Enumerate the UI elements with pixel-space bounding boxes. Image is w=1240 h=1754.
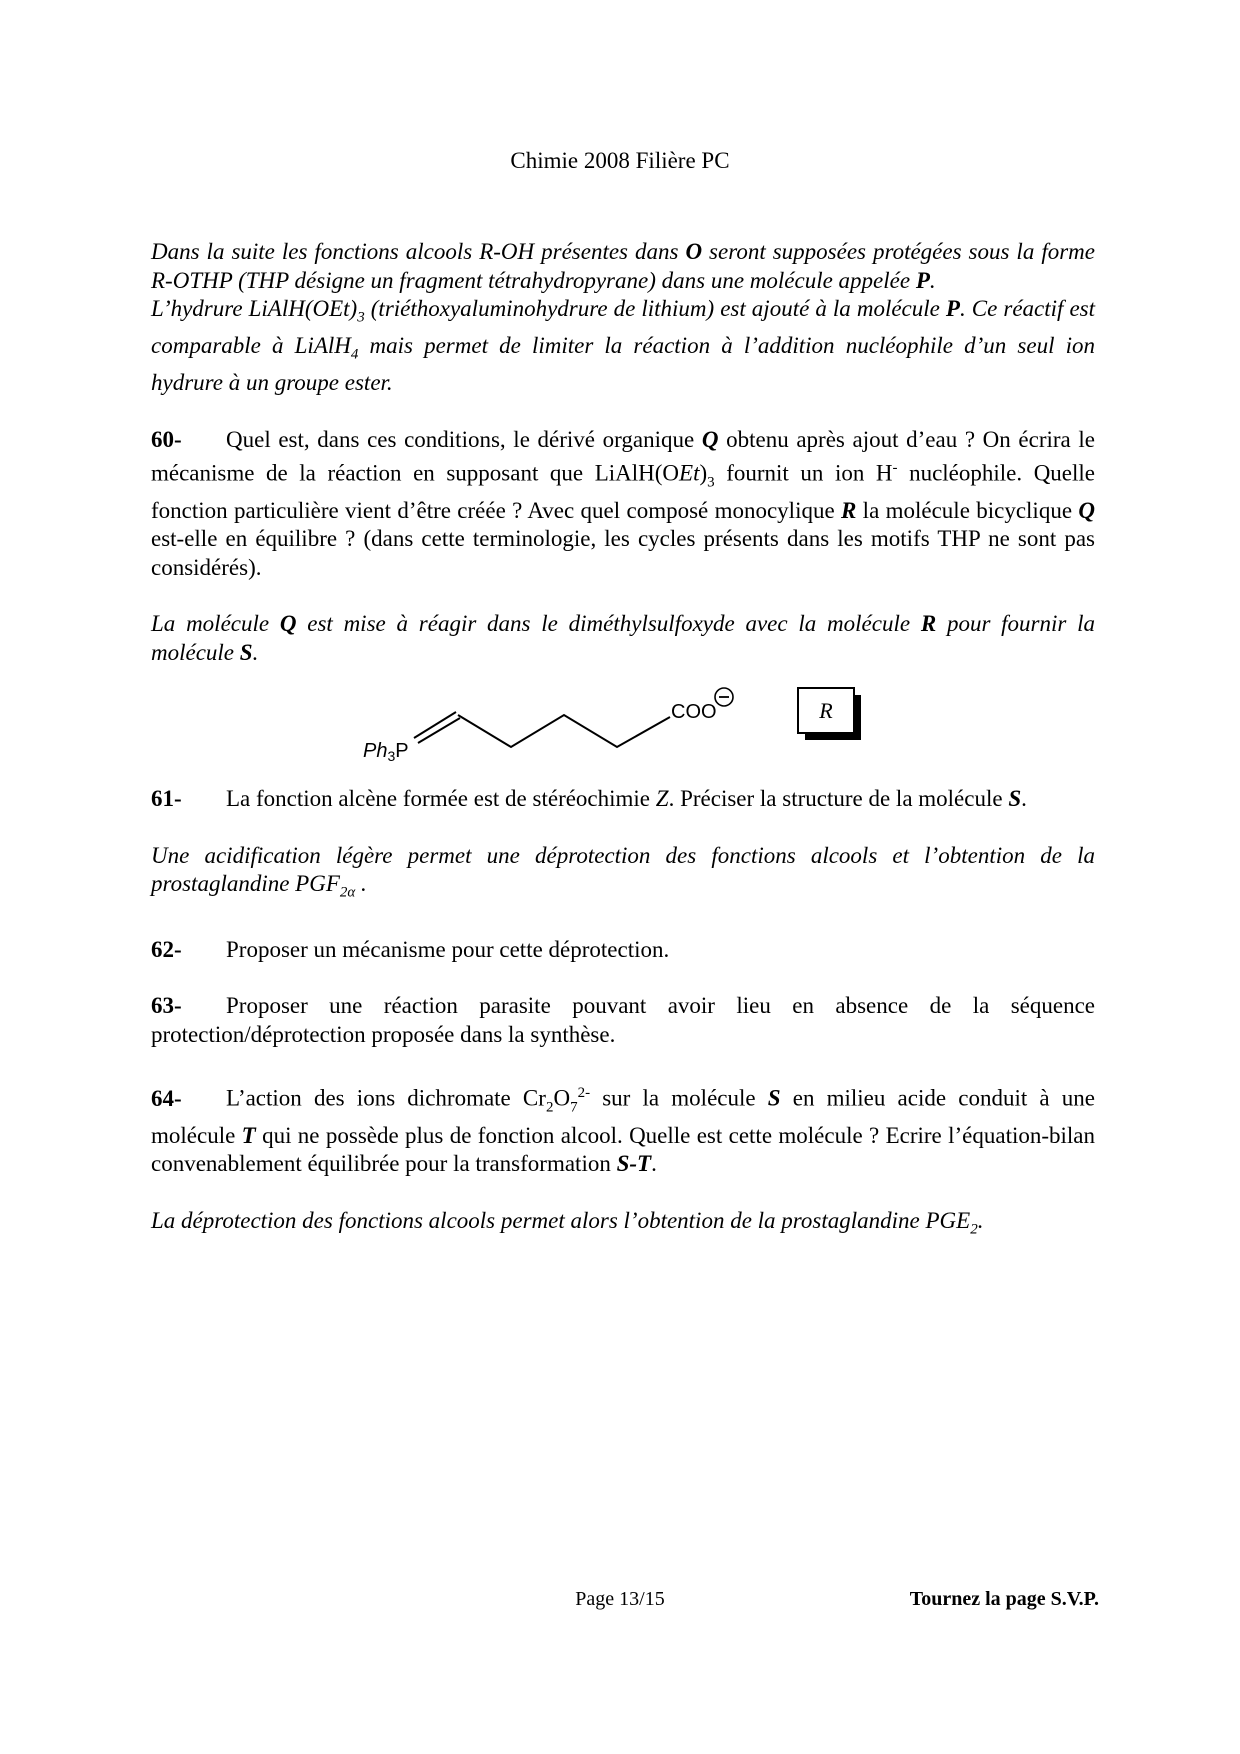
molecule-q: Q <box>1078 497 1095 523</box>
molecule-t: T <box>241 1122 256 1148</box>
text: Dans la suite les fonctions alcools R-OH présentes dans <box>151 239 686 264</box>
text: nucléophile. Quelle fonction particulière vient d’être créée ? Avec quel composé monocylique <box>151 460 1095 523</box>
turn-page-note: Tournez la page S.V.P. <box>909 1588 1099 1610</box>
question-number: 62- <box>151 936 182 962</box>
text: est-elle en équilibre ? (dans cette terminologie, les cycles présents dans les motifs THP ne sont pas considérés). <box>151 526 1095 580</box>
subscript: 4 <box>350 346 359 363</box>
superscript: - <box>892 460 898 477</box>
question-61 <box>151 785 1095 814</box>
molecule-q: Q <box>701 426 719 452</box>
stereo-z: Z <box>655 786 669 812</box>
ylide-structure <box>151 675 1095 785</box>
intro-wittig <box>151 610 1095 667</box>
text: L’hydrure LiAlH(OEt) <box>151 296 358 321</box>
text: . <box>252 639 259 665</box>
molecule-q: Q <box>279 611 297 637</box>
question-number: 64- <box>151 1085 182 1111</box>
molecule-p: P <box>945 296 960 321</box>
molecule-s: S <box>767 1085 781 1111</box>
text: L’action des ions dichromate Cr <box>226 1085 546 1111</box>
text: la molécule bicyclique <box>856 497 1079 523</box>
text: . <box>929 267 936 293</box>
text: Quel est, dans ces conditions, le dérivé organique <box>226 426 702 452</box>
intro-deprotection <box>151 842 1095 908</box>
molecule-r: R <box>920 611 937 637</box>
text: Proposer un mécanisme pour cette déprotection. <box>226 936 670 962</box>
question-62 <box>151 936 1095 965</box>
ph3p-label <box>363 740 409 764</box>
text: mais permet de limiter la réaction à l’addition nucléophile d’un seul ion hydrure à un groupe ester. <box>151 333 1095 396</box>
text: . Préciser la structure de la molécule <box>668 786 1009 812</box>
text: obtenu après ajout d’eau ? On écrira le mécanisme de la réaction en supposant que LiAlH(O <box>151 426 1095 486</box>
subscript: 3 <box>707 474 715 491</box>
question-63 <box>151 992 1095 1049</box>
text: sur la molécule <box>590 1085 768 1111</box>
question-number: 63- <box>151 993 182 1019</box>
ph-text: Ph <box>363 740 388 763</box>
molecule-s: S <box>239 639 253 665</box>
text: fournit un ion H <box>714 460 893 486</box>
text: . <box>651 1151 657 1177</box>
carboxylate-label: COO <box>671 701 717 724</box>
question-60 <box>151 426 1095 583</box>
wittig-scheme <box>151 675 1095 785</box>
question-64 <box>151 1079 1095 1179</box>
text: ) <box>699 460 708 486</box>
text: La fonction alcène formée est de stéréochimie <box>226 786 656 812</box>
question-number: 60- <box>151 426 182 452</box>
subscript: 2 <box>545 1099 554 1116</box>
molecule-o: O <box>685 239 703 264</box>
text: Proposer une réaction parasite pouvant avoir lieu en absence de la séquence protection/déprotection proposée dans la synthèse. <box>151 993 1095 1047</box>
p-text: P <box>395 740 409 763</box>
text: La déprotection des fonctions alcools permet alors l’obtention de la prostaglandine PGE <box>151 1207 971 1233</box>
page-number: Page 13/15 <box>575 1588 665 1610</box>
intro-protection <box>151 238 1095 295</box>
question-number: 61- <box>151 786 182 812</box>
transformation-s-t: S-T <box>616 1151 652 1177</box>
molecule-r: R <box>841 497 857 523</box>
text: Et <box>679 460 700 486</box>
ph-subscript: 3 <box>387 748 396 765</box>
intro-hydride <box>151 295 1095 398</box>
text: pour fournir la molécule <box>151 611 1096 665</box>
superscript: 2- <box>577 1085 591 1102</box>
text: en milieu acide conduit à une molécule <box>151 1085 1095 1148</box>
text: La molécule <box>151 611 280 637</box>
text: qui ne possède plus de fonction alcool. Quelle est cette molécule ? Ecrire l’équation-bilan convenablement équilibrée pour la transformation <box>151 1122 1096 1177</box>
text: O <box>553 1085 571 1111</box>
text: . <box>1021 786 1027 812</box>
text: est mise à réagir dans le diméthylsulfoxyde avec la molécule <box>296 611 921 637</box>
subscript: 7 <box>570 1099 578 1116</box>
text: . <box>355 871 367 897</box>
subscript: 3 <box>357 309 365 326</box>
text: (triéthoxyaluminohydrure de lithium) est ajouté à la molécule <box>364 296 946 321</box>
subscript: 2 <box>970 1221 978 1238</box>
text: seront supposées protégées sous la forme R-OTHP (THP désigne un fragment tétrahydropyrane) dans une molécule appelée <box>151 239 1095 293</box>
r-box-label: R <box>819 698 833 724</box>
subscript: 2α <box>339 885 356 902</box>
text: . <box>977 1207 984 1233</box>
page-content <box>151 238 1095 1244</box>
intro-pge2 <box>151 1207 1095 1244</box>
molecule-p: P <box>915 267 930 293</box>
molecule-s: S <box>1008 786 1022 812</box>
page-header: Chimie 2008 Filière PC <box>510 148 730 173</box>
text: Une acidification légère permet une déprotection des fonctions alcools et l’obtention de la prostaglandine PGF <box>151 842 1095 897</box>
carbon-chain <box>458 715 670 747</box>
text: . Ce réactif est comparable à LiAlH <box>151 296 1095 359</box>
